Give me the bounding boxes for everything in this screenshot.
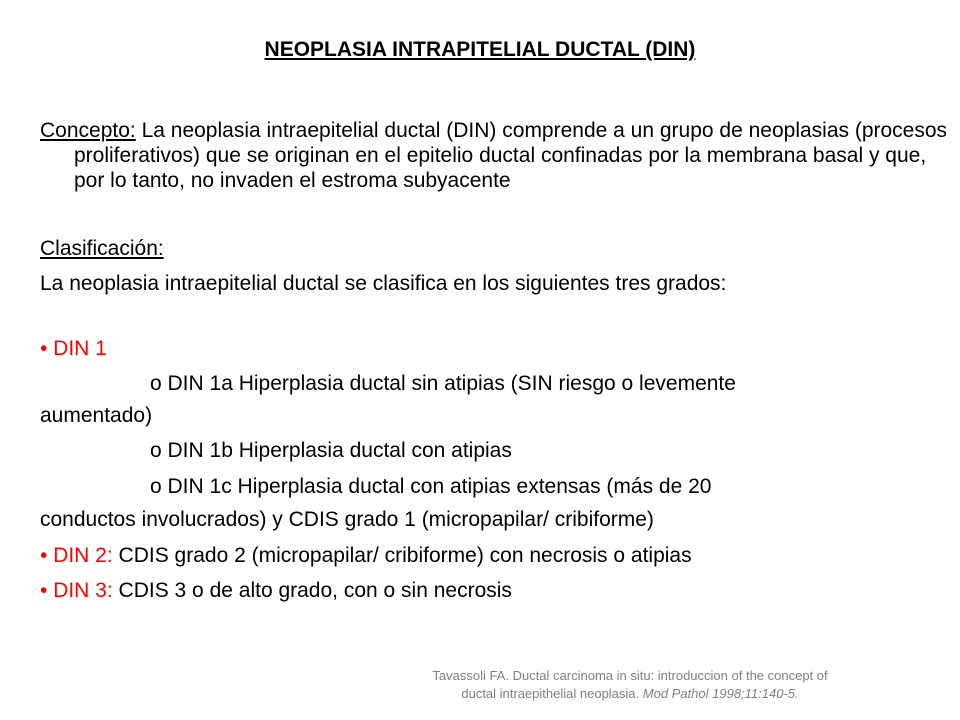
din3-text: CDIS 3 o de alto grado, con o sin necrosis (112, 579, 512, 602)
din3-item (40, 578, 920, 603)
din1b-line: o DIN 1b Hiperplasia ductal con atipias (150, 439, 512, 462)
citation-line2-plain: ductal intraepithelial neoplasia. (461, 686, 643, 701)
din1a-item (40, 371, 920, 428)
din3-label: • DIN 3: (40, 579, 113, 602)
din1b-item (40, 438, 920, 463)
concepto-label: Concepto: (40, 119, 136, 142)
citation-line1: Tavassoli FA. Ductal carcinoma in situ: introduccion of the concept of (432, 668, 828, 683)
citation-line2 (380, 685, 880, 703)
din1a-line2: aumentado) (40, 404, 153, 427)
concepto-paragraph (40, 118, 954, 193)
slide-title: NEOPLASIA INTRAPITELIAL DUCTAL (DIN) (264, 38, 696, 61)
citation-journal: Mod Pathol 1998;11:140-5. (642, 686, 799, 701)
clasificacion-label: Clasificación: (40, 237, 164, 260)
din1-label: • DIN 1 (40, 337, 107, 360)
din1c-line1: o DIN 1c Hiperplasia ductal con atipias extensas (más de 20 (150, 475, 712, 498)
clasificacion-intro: La neoplasia intraepitelial ductal se clasifica en los siguientes tres grados: (40, 272, 727, 295)
din2-text: CDIS grado 2 (micropapilar/ cribiforme) con necrosis o atipias (112, 544, 692, 567)
din1c-line2: conductos involucrados) y CDIS grado 1 (micropapilar/ cribiforme) (40, 508, 654, 531)
concepto-text: La neoplasia intraepitelial ductal (DIN) comprende a un grupo de neoplasias (procesos proliferativos) que se originan en el epitelio ductal confinadas por la membrana basal y que, por lo tanto, no invaden el estroma subyacente (74, 119, 948, 192)
din2-label: • DIN 2: (40, 544, 113, 567)
citation (380, 667, 880, 703)
clasificacion-heading (40, 236, 920, 261)
din1c-item (40, 474, 920, 532)
din1a-line1: o DIN 1a Hiperplasia ductal sin atipias (SIN riesgo o levemente (150, 372, 736, 395)
din2-item (40, 543, 920, 568)
